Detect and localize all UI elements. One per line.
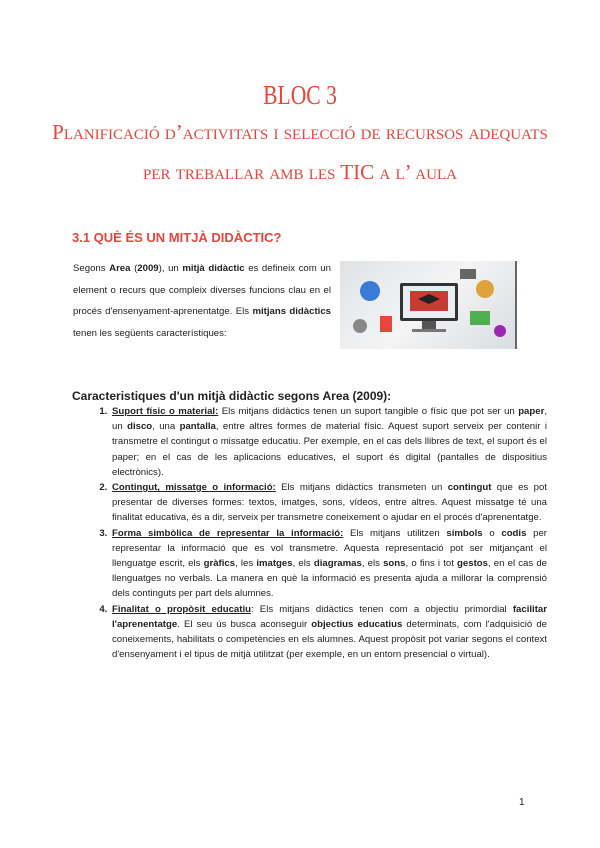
text-run: es defineix com un element o recurs que compleix diverses funcions clau en el procés d'ensenyament-aprenentatge. Els	[73, 263, 331, 317]
page-number: 1	[519, 797, 525, 808]
item-title: Finalitat o propòsit educatiu	[112, 603, 251, 615]
subtitle-line-1: Planificació d’activitats i selecció de recursos adequats	[52, 120, 548, 144]
ict-illustration	[340, 261, 517, 349]
characteristics-heading: Caracteristiques d'un mitjà didàctic segons Area (2009):	[72, 389, 392, 403]
bold-text: mitjans didàctics	[252, 306, 331, 317]
bold-text: sons	[383, 558, 406, 570]
subtitle-line-2: per treballar amb les TIC a l’ aula	[143, 160, 457, 184]
bold-text: objectius educatius	[311, 618, 403, 630]
text-run: Els mitjans didàctics transmeten un	[275, 482, 448, 494]
list-item	[110, 480, 547, 526]
list-item	[110, 602, 547, 663]
text-run: Els mitjans utilitzen	[343, 527, 447, 539]
bold-text: disco	[127, 421, 153, 433]
bold-text: diagramas	[313, 558, 362, 570]
text-run: , les	[235, 558, 257, 570]
text-run: per representar la informació que es vol transmetre. Aquesta representació pot ser mitjançant el llenguatge escrit, els	[112, 527, 547, 570]
text-run: que es pot presentar de diverses formes: textos, imatges, sons, vídeos, entre altres. Aquest missatge té una finalitat educativa, és a dir, serveix per transmetre coneixement o ajudar en el procés d'aprenentatge.	[112, 482, 547, 524]
text-run: , els	[361, 558, 384, 570]
text-run: , un	[112, 406, 547, 433]
intro-paragraph	[73, 258, 331, 344]
item-title: Forma simbòlica de representar la informació:	[112, 527, 344, 539]
text-run: o	[482, 527, 502, 539]
bold-text: símbols	[446, 527, 483, 539]
bold-text: mitjà didàctic	[182, 263, 245, 274]
bold-text: contingut	[447, 482, 492, 494]
text-run: tenen les següents característiques:	[73, 327, 227, 339]
bold-text: 2009	[137, 263, 159, 274]
computer-illustration-icon	[340, 261, 515, 349]
bold-text: paper	[518, 406, 545, 417]
characteristics-list	[90, 404, 547, 662]
bold-text: gestos	[457, 558, 488, 570]
text-run: determinats, com l'adquisició de coneixements, habilitats o competències en els alumnes. Aquest propòsit pot variar segons el context d'ensenyament i el tipus de mitjà utilitzat (per exemple, en un entorn presencial o virtual).	[112, 618, 547, 661]
list-item	[110, 404, 547, 480]
text-run: , o fins i tot	[405, 558, 458, 570]
list-item	[110, 526, 547, 602]
bold-text: imatges	[256, 558, 293, 570]
item-title: Suport físic o material:	[112, 406, 219, 417]
section-heading: 3.1 QUÈ ÉS UN MITJÀ DIDÀCTIC?	[72, 230, 282, 245]
text-run: Els mitjans didàctics tenen un suport tangible o físic que pot ser un	[218, 406, 519, 417]
text-run: (	[130, 263, 138, 274]
bold-text: pantalla	[179, 421, 216, 433]
text-run: , els	[292, 558, 314, 570]
bloc-title: BLOC 3	[263, 80, 337, 110]
text-run: , en el cas de llenguatges no verbals. La manera en què la informació es presenta ajuda a millorar la comprensió dels continguts per part dels alumnes.	[112, 558, 548, 600]
text-run: : Els mitjans didàctics tenen com a objectiu primordial	[250, 603, 513, 615]
bold-text: gràfics	[203, 558, 236, 570]
text-run: , una	[152, 421, 180, 433]
text-run: . El seu ús busca aconseguir	[177, 618, 312, 630]
bold-text: facilitar l'aprenentatge	[112, 603, 547, 630]
bold-text: Area	[109, 263, 131, 274]
text-run: ), un	[158, 263, 183, 274]
text-run: Segons	[73, 263, 110, 274]
bold-text: codis	[501, 527, 527, 539]
item-title: Contingut, missatge o informació:	[112, 482, 276, 494]
text-run: , entre altres formes de material físic. Aquest suport serveix per contenir i transmetre el contingut o missatge educatiu. Per exemple, en el cas dels llibres de text, el suport és el paper; en el cas de les aplicacions educatives, el suport és digital (pantalles de dispositius electrònics).	[112, 421, 547, 478]
